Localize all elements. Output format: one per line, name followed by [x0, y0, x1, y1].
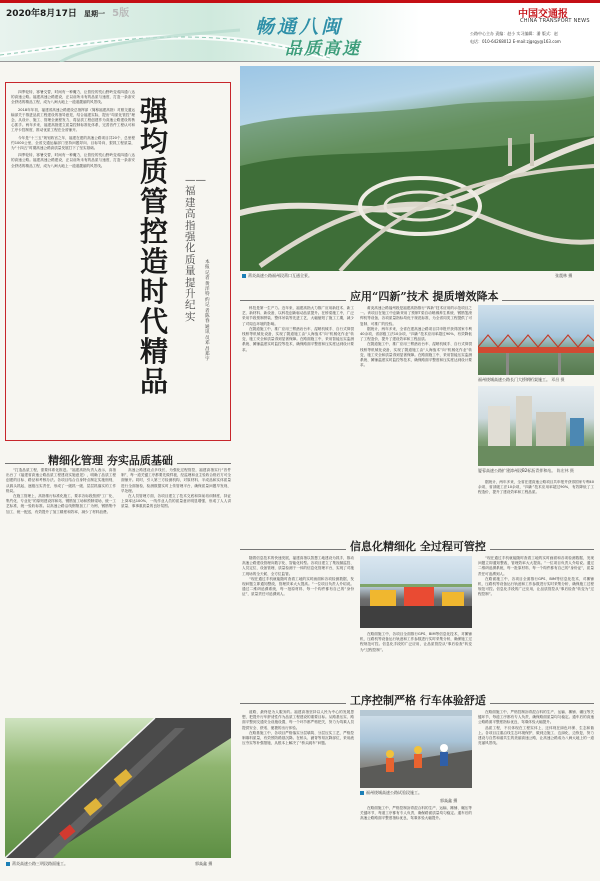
newspaper-logo: 中国交通报	[518, 9, 568, 20]
lead-headline: 强均质管控 造时代精品	[140, 95, 169, 398]
info-paragraph: 在路面施工中，各项目全面推行GPS、BIM等信息化技术，对摊铺机、压路机等设备运行轨迹和工作参数进行实时采集分析，确保施工过程规范可控。信息化手段的广泛应用，让品质管控从“事后检查”转变为“过程控制”。	[478, 576, 594, 597]
lead-article-body	[11, 90, 135, 435]
info-column-2	[360, 632, 472, 682]
control-paragraph: 在路面施工中，严格控制沥青混合料的生产、运输、摊铺、碾压等关键环节，每道工序都有专人负责，确保路面质量均匀稳定。通车后的高速公路路面平整度指标优良，驾乘体验大幅提升。	[478, 710, 594, 725]
section-title-tech: 应用“四新”技术 提质增效降本	[346, 288, 502, 304]
section-title-info: 信息化精细化 全过程可管控	[346, 538, 490, 554]
photo-asphalt-caption: 厦蓉高速公路扩建漳州段B2标沥青拌和站。 陈宏林 摄	[478, 468, 574, 473]
photo-workers-credit: 郭焱鑫 摄	[440, 798, 458, 803]
photo-bridge-truss	[478, 305, 594, 375]
refine-paragraph: 高速公路建设点多线长，为强化过程管控，福建高指实行“首件制”，每一道关键工序都要先做样板，经监理和业主验收合格后方可全面铺开。同时，引入第三方检测机构，对原材料、半成品和实体质量进行全面抽检，检测数据实时上传管理平台，确保质量问题早发现、早处理。	[121, 468, 231, 493]
info-paragraph: 在路面施工中，各项目全面推行GPS、BIM等信息化技术，对摊铺机、压路机等设备运行轨迹和工作参数进行实时采集分析，确保施工过程规范可控。信息化手段的广泛应用，让品质管控从“事后检查”转变为“过程控制”。	[360, 632, 472, 652]
section-title-control: 工序控制严格 行车体验舒适	[346, 692, 490, 708]
hero-photo-caption: 莆炎高速公路福州段莆口互通全景。	[242, 273, 312, 279]
control-paragraph: 在路面施工中，严格控制沥青混合料的生产、运输、摊铺、碾压等关键环节，每道工序都有专人负责，确保路面质量均匀稳定。通车后的高速公路路面平整度指标优良，驾乘体验大幅提升。	[360, 806, 472, 821]
tech-paragraph: 科技是第一生产力。近年来，福建高指大力推广应用新技术、新工艺、新材料、新设备，以科技创新驱动品质提升。在桥梁施工中，广泛采用节段预制拼装、整体吊装等先进工艺，大幅缩短了施工工期，减少了对周边环境的影响。	[242, 306, 354, 326]
tech-paragraph: 莆炎高速公路福州段是福建高指推行“四新”技术应用的示范项目之一。该项目在施工中创新采用了预制T梁自动喷淋养生系统、钢筋笼滚焊机等设备，各项质量指标均优于规范标准，为全省同类工程提供了可复制、可推广的经验。	[360, 306, 472, 326]
refine-paragraph: 在人员管理方面，各项目建立了技术交底和岗前培训制度，持证上岗率达100%，一线作业人员的质量意识明显增强，形成了人人讲质量、事事重质量的良好氛围。	[121, 494, 231, 509]
lead-paragraph: 四季轮转，寒暑交替，时间有一种魔力，让曾经的荒山野岭变成四通八达的高速公路。福建高速公路建设，正以前所未有的品质与速度，打造一条条安全舒适的精品工程，成为八闽大地上一道道靓丽的风景线。	[11, 153, 135, 168]
photo-workers-site	[360, 710, 472, 788]
lead-subheadline: ——福建高指强化质量提升纪实	[185, 174, 206, 323]
tech-paragraph: 在隧道施工中，推广应用三臂凿岩台车、湿喷机械手、自行式仰拱栈桥等机械化设备，实现了隧道施工由“人海战术”向“机械化作业”转变，施工安全和质量得到显著保障。在路面施工中，采用智能压实监测系统、摊铺温度实时监控等技术，确保路面平整度和压实度达到设计要求。	[360, 342, 472, 368]
control-paragraph: 品质工程，不仅体现在工程实体上，还体现在绿色环保、生态和谐上。各项目注重沿线生态环境保护，做到边施工、边绿化、边恢复，努力建设与自然和谐共生的美丽高速公路，让高速公路成为八闽大地上的一道亮丽风景线。	[478, 725, 594, 746]
info-column-3	[478, 556, 594, 681]
photo-road-paving	[5, 718, 231, 858]
control-paragraph: 道路，最终是为人服务的。福建高指坚持以人民为中心的发展思想，把提升行车舒适性作为品质工程建设的重要目标。从路基压实、路面平整到交通安全设施设置，每一个环节都严格把关，努力为驾乘人员提供安全、舒适、便捷的出行体验。	[242, 710, 354, 730]
lead-paragraph: 四季轮转，寒暑交替，时间有一种魔力，让曾经的荒山野岭变成四通八达的高速公路。福建高速公路建设，正以前所未有的品质与速度，打造一条条安全舒适的精品工程，成为八闽大地上一道道靓丽的风景线。	[11, 90, 135, 105]
control-column-1	[242, 710, 354, 870]
tech-paragraph: 据统计，两年多来，全省在建高速公路项目共申报并获得国家专利40余项，省部级工法10余项，“四新”技术应用率超过90%，有效降低了工程造价，提升了建设效率和工程品质。	[360, 326, 472, 342]
refine-paragraph: “打造品质工程，需要体系化推进。”福建高指负责人表示，高指出台了《福建省高速公路品质工程建设实施意见》，明确了品质工程创建的目标、路径和考核办法。各项目结合自身特点制定实施细则，从源头抓起，逐级压实责任，形成了一级抓一级、层层抓落实的工作格局。	[6, 468, 116, 493]
refine-column-2	[121, 468, 231, 713]
banner-subtitle: 品质高速	[285, 39, 361, 59]
section-title-refine: 精细化管理 夯实品质基础	[44, 452, 177, 468]
tech-paragraph: 在隧道施工中，推广应用三臂凿岩台车、湿喷机械手、自行式仰拱栈桥等机械化设备，实现了隧道施工由“人海战术”向“机械化作业”转变，施工安全和质量得到显著保障。在路面施工中，采用智能压实监测系统、摊铺温度实时监控等技术，确保路面平整度和压实度达到设计要求。	[242, 326, 354, 352]
newspaper-logo-en: CHINA TRANSPORT NEWS	[520, 18, 590, 24]
photo-workers-caption: 福州绕城高速公路试验段施工。	[360, 790, 472, 796]
tech-column-1	[242, 306, 354, 536]
photo-road-credit: 郭焱鑫 摄	[195, 861, 213, 866]
hero-photo-credit: 张震林 摄	[555, 273, 573, 278]
lead-paragraph: 2018年年初，福建省高速公路建设总指挥部（简称福建高指）对照交通运输部关于推进品质工程建设的指导意见，结合福建实际，提出“均质化管控”理念，从设计、施工、管理全流程发力，将品质工程创建作为高速公路建设的核心抓手。两年多来，福建高指建立质量控制标准化体系，完善首件工程认可和工序卡控制度，推动优质工程在全省铺开。	[11, 107, 135, 133]
refine-paragraph: 在施工管理上，高指推行标准化施工，要求各标段按照“工厂化、集约化、专业化”的原则建设拌和站、钢筋加工场和预制梁场，统一工艺标准，统一验收标准。以高速公路沿线钢筋加工厂为例，钢筋集中加工、统一配送，有效提升了加工精度和效率，减少了材料浪费。	[6, 494, 116, 514]
tech-column-2	[360, 306, 472, 536]
info-paragraph: “现在通过手机就能随时查看工地的实时画面和各项检测数据，发现问题立即通知整改，管理效率大大提高。”一位项目负责人介绍说。通过二维码追溯系统，每一批原材料、每一个构件都有自己的“身份证”，质量责任可追溯到人。	[242, 576, 354, 597]
refine-column-1	[6, 468, 116, 713]
control-column-2	[360, 806, 472, 872]
photo-road-caption: 莆炎高速公路三明段路面施工。	[6, 861, 68, 867]
page-date: 2020年8月17日 星期一 5版	[6, 8, 130, 19]
control-paragraph: 在路基施工中，各项目严格落实分层填筑、分层压实工艺，严格控制填料质量，有效预防路基沉降。在桥头、涵背等易沉降部位，采用液压夯实等补强措施，从根本上解决了“桥头跳车”问题。	[242, 730, 354, 746]
page-number: 5版	[112, 8, 130, 19]
banner-title: 畅通八闽	[255, 16, 344, 38]
info-column-1	[242, 556, 354, 681]
contact-info: 电话：010-64268012 E-mail:zjgsgy@163.com	[470, 39, 561, 44]
info-paragraph: 随着信息技术的快速发展，福建高指以智慧工地建设为抓手，推动高速公路建设管理向数字化、智能化转型。各项目建立了集视频监控、人员定位、设备管理、质量检测于一体的信息化管理平台，实现了对施工现场的全天候、全方位监管。	[242, 556, 354, 576]
hero-photo-interchange	[240, 66, 594, 271]
photo-bridge-caption: 福州绕城高速公路长门大桥钢桁架施工。 邓昌 摄	[478, 377, 565, 382]
control-column-3	[478, 710, 594, 872]
info-paragraph: “现在通过手机就能随时查看工地的实时画面和各项检测数据，发现问题立即通知整改，管理效率大大提高。”一位项目负责人介绍说。通过二维码追溯系统，每一批原材料、每一个构件都有自己的“身份证”，质量责任可追溯到人。	[478, 556, 594, 576]
photo-asphalt-plant	[478, 386, 594, 466]
editor-credits: 公路中心主办 责编：赵小 实习编辑：潘 版式：赵	[470, 31, 558, 36]
photo-paving-machines	[360, 556, 472, 628]
tech-column-3	[478, 480, 594, 535]
lead-paragraph: 今年是“十三五”规划收官之年，福建在建的高速公路项目共20个，总里程约1000公里，全省交通运输部门坚持问题导向、目标导向，狠抓工程质量，为“十四五”时期高速公路高质量发展打下了坚实基础。	[11, 135, 135, 151]
tech-paragraph: 据统计，两年多来，全省在建高速公路项目共申报并获得国家专利40余项，省部级工法10余项，“四新”技术应用率超过90%，有效降低了工程造价，提升了建设效率和工程品质。	[478, 480, 594, 495]
lead-byline: 本报记者 黄洋 特约记者 陈春 通讯员 邓昌 郑宇	[205, 260, 210, 363]
